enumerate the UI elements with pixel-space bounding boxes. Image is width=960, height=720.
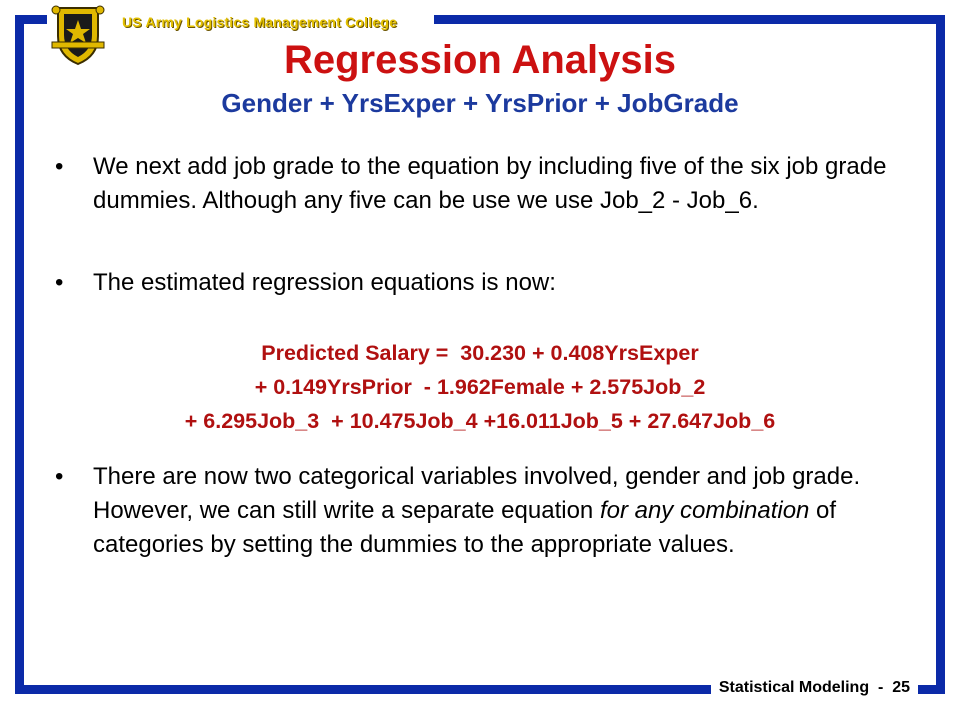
bullet-item-1 xyxy=(55,150,915,218)
bullet-text: The estimated regression equations is now: xyxy=(93,269,556,296)
bullet-text: We next add job grade to the equation by including five of the six job grade dummies. Although any five can be use we use Job_2 - Job_6. xyxy=(93,153,887,214)
bullet-item-2 xyxy=(55,266,915,300)
bullet-dot: • xyxy=(55,153,64,180)
regression-equation xyxy=(0,336,960,438)
bullet-text-part2: of categories by setting the dummies to the appropriate values. xyxy=(93,497,837,558)
bullet-item-3 xyxy=(55,460,915,562)
college-name: US Army Logistics Management College xyxy=(118,14,401,30)
bullet-dot: • xyxy=(55,463,64,490)
slide-subtitle: Gender + YrsExper + YrsPrior + JobGrade xyxy=(221,88,739,118)
equation-line-3: + 6.295Job_3 + 10.475Job_4 +16.011Job_5 + 27.647Job_6 xyxy=(184,409,776,433)
frame-top-left-stub xyxy=(15,15,47,24)
slide-title: Regression Analysis xyxy=(283,38,676,82)
equation-line-2: + 0.149YrsPrior - 1.962Female + 2.575Job_2 xyxy=(254,375,706,399)
frame-top-bar xyxy=(434,15,945,24)
bullet-dot: • xyxy=(55,269,64,296)
footer-slide-label: Statistical Modeling - 25 xyxy=(711,679,918,697)
bullet-text-emphasis: for any combination xyxy=(599,497,810,524)
equation-line-1: Predicted Salary = 30.230 + 0.408YrsExper xyxy=(261,341,699,365)
bullet-text-part1: There are now two categorical variables involved, gender and job grade. However, we can still write a separate equation xyxy=(93,463,861,524)
